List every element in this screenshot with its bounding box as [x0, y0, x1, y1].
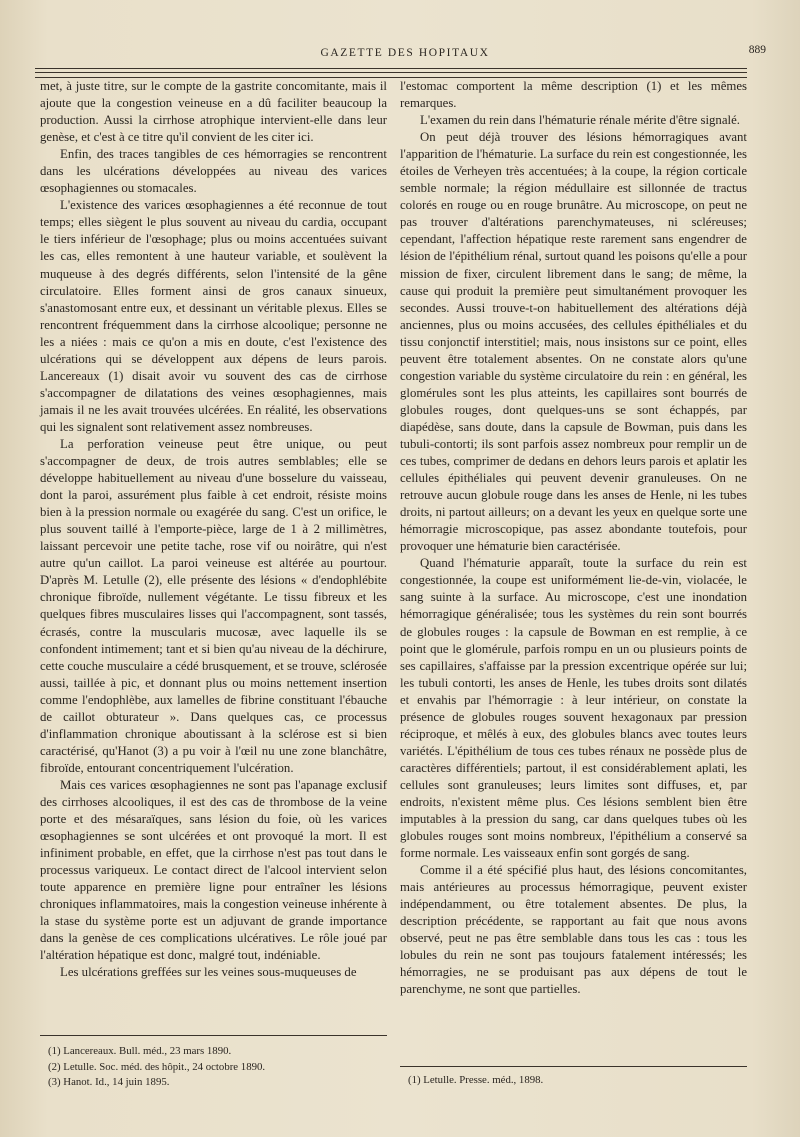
footnote-rule [40, 1035, 387, 1036]
paragraph: L'examen du rein dans l'hématurie rénale mérite d'être signalé. [420, 113, 740, 128]
footnotes-left [48, 1044, 265, 1091]
paragraph: La perforation veineuse peut être unique, ou peut s'accompagner de deux, de trois autres semblables; elle se développe habituellement au niveau d'une bosselure du vaisseau, dont la paroi, assurément plus faible à cet endroit, résiste moins bien à la pression normale ou exagérée du sang. C'est un orifice, le plus souvent taillé à l'emporte-pièce, large de 1 à 2 millimètres, laissant percevoir une petite tache, rose vif ou noirâtre, qui n'est autre qu'un caillot. La paroi veineuse est altérée au pourtour. D'après M. Letulle (2), elle présente des lésions « d'endophlébite chronique fibroïde, nullement végétante. Le tissu fibreux et les quelques fibres musculaires lisses qui l'accompagnent, sont tassés, écrasés, contre la muscularis mucosæ, avec laquelle ils se confondent intimement; tant et si bien qu'au niveau de la déchirure, cette couche musculaire a cédé brusquement, et se trouve, sclérosée aussi, taillée à pic, et donnant plus ou moins nettement insertion comme l'endophlèbe, aux lamelles de fibrine constituant l'ébauche de caillot obturateur ». Dans quelques cas, ce processus d'inflammation chronique aboutissant à la sclérose est si bien caractérisé, qu'Hanot (3) a pu voir à l'œil nu une zone blanchâtre, fibroïde, entourant concentriquement l'ulcération. [40, 436, 387, 775]
paragraph: Comme il a été spécifié plus haut, des lésions concomitantes, mais antérieures au processus hémorragique, peuvent exister indépendamment, ou être totalement absentes. De plus, la description précédente, se rapportant au fait que nous avons observé, peut ne pas être semblable dans tous les cas : tous les lobules du rein ne sont pas toujours fatalement intéressés; les hémorragies, ne se produisant pas aux dépens de tout le parenchyme, ne sont que partielles. [400, 863, 747, 997]
footnote: (1) Letulle. Presse. méd., 1898. [408, 1074, 544, 1086]
paragraph: Mais ces varices œsophagiennes ne sont pas l'apanage exclusif des cirrhoses alcooliques, il est des cas de thrombose de la veine porte et des mésaraïques, sans lésion du foie, où les varices œsophagiennes se sont ulcérées et ont provoqué la mort. Il est infiniment probable, en effet, que la cirrhose n'est pas tout dans le processus variqueux. Le contact direct de l'alcool intervient selon toute apparence en première ligne pour entraîner les lésions chroniques inflammatoires, mais la congestion veineuse inhérente à la stase du système porte est un adjuvant de grande importance dans la genèse de ces complications ulcératives. Le rôle joué par l'altération hépatique est donc, malgré tout, indéniable. [40, 777, 387, 963]
left-column [40, 78, 387, 981]
paragraph: l'estomac comportent la même description (1) et les mêmes remarques. [400, 79, 747, 111]
footnote: (3) Hanot. Id., 14 juin 1895. [48, 1076, 170, 1089]
paragraph: Les ulcérations greffées sur les veines sous-muqueuses de [60, 965, 357, 980]
footnote: (1) Lancereaux. Bull. méd., 23 mars 1890. [48, 1045, 232, 1057]
footnote-rule [400, 1066, 747, 1067]
paragraph: On peut déjà trouver des lésions hémorragiques avant l'apparition de l'hématurie. La surface du rein est congestionnée, les étoiles de Verheyen très accentuées; à la coupe, la région corticale semble normale; la région médullaire est sillonnée de tractus colorés en rouge ou en rouge brunâtre. Au microscope, on peut ne pas trouver d'altérations parenchymateuses, ni scléreuses; cependant, l'affection hépatique reste rarement sans engendrer de lésion de l'épithélium rénal, surtout quand les poisons qu'elle a pour mission de fixer, circulent librement dans le sang; de même, la cause qui produit la première peut simultanément provoquer les secondes. Aussi trouve-t-on habituellement des altérations déjà anciennes, plus ou moins accusées, des cellules épithéliales et du tissu conjonctif interstitiel; mais, nous insistons sur ce point, elles peuvent être totalement absentes. On ne constate alors qu'une congestion variable du système circulatoire du rein : en général, les glomérules sont les plus atteints, les capillaires sont bourrés de globules rouges, dont quelques-uns se sont échappés, par diapédèse, sans doute, dans la capsule de Bowman, puis dans les tubuli-contorti; ils sont parfois assez nombreux pour remplir un de ces tubes, comprimer de dedans en dehors leurs parois et aplatir les cellules épithéliales qui peuvent devenir granuleuses. On ne retrouve aucun globule rouge dans les anses de Henle, ni les tubes droits, ni partout ailleurs; on a devant les yeux en quelque sorte une hémorragie microscopique, pas assez abondante toutefois, pour provoquer une hématurie bien caractérisée. [400, 130, 747, 554]
page-header [40, 44, 770, 66]
paragraph: L'existence des varices œsophagiennes a été reconnue de tout temps; elles siègent le plus souvent au niveau du cardia, occupant le tiers inférieur de l'œsophage; plus ou moins accentuées suivant les cas, elles remontent à une hauteur variable, et soulèvent la muqueuse à des degrés différents, selon l'intensité de la gêne circulatoire. Elles forment ainsi de gros canaux sinueux, s'anastomosant entre eux, et dessinant un véritable plexus. Elles se rencontrent fréquemment dans la cirrhose alcoolique; personne ne les a niées : mais ce qu'on a mis en doute, c'est l'existence des ulcérations qui se développent aux dépens de leurs parois. Lancereaux (1) disait avoir vu souvent des cas de cirrhose s'accompagner de dilatations des veines œsophagiennes, mais jamais il ne les avait trouvées ulcérées. En réalité, les observations qui les signalent sont relativement assez nombreuses. [40, 198, 387, 434]
header-rule [35, 68, 747, 69]
page-number: 889 [748, 44, 766, 56]
right-column [400, 78, 747, 999]
paragraph: met, à juste titre, sur le compte de la gastrite concomitante, mais il ajoute que la congestion veineuse en a dû faciliter beaucoup la production. Aussi la cirrhose atrophique intervient-elle dans leur genèse, et c'est à ce titre qu'il convient de les citer ici. [40, 79, 387, 145]
paragraph: Quand l'hématurie apparaît, toute la surface du rein est congestionnée, la coupe est uniformément lie-de-vin, violacée, le sang suinte à la surface. Au microscope, c'est une inondation hémorragique généralisée; tous les systèmes du rein sont bourrés de globules rouges : la capsule de Bowman en est remplie, à ce point que le glomérule, parfois rompu en un ou plusieurs points de ses capillaires, s'affaisse par la pression excentrique opérée sur lui; les tubuli contorti, les anses de Henle, les tubes droits sont dilatés et envahis par l'hémorragie : à leur intérieur, on constate la présence de globules rouges souvent hexagonaux par pression réciproque, et mêlés à eux, des globules blancs avec toutes leurs variétés. L'épithélium de tous ces tubes rénaux ne possède plus de caractères différentiels; partout, il est considérablement aplati, les cellules sont granuleuses; leurs limites sont diffuses, et, par endroits, n'existent même plus. Ces lésions semblent bien être imputables à la pression du sang, car dans quelques tubes où les globules rouges sont moins nombreux, l'épithélium a conservé sa forme normale. Les vaisseaux enfin sont gorgés de sang. [400, 556, 747, 861]
running-title: GAZETTE DES HOPITAUX [320, 47, 490, 59]
header-rule [35, 72, 747, 73]
footnote: (2) Letulle. Soc. méd. des hôpit., 24 octobre 1890. [48, 1060, 266, 1073]
footnotes-right [408, 1073, 543, 1089]
paragraph: Enfin, des traces tangibles de ces hémorragies se rencontrent dans les ulcérations développées au niveau des varices œsophagiennes ou stomacales. [40, 147, 387, 196]
